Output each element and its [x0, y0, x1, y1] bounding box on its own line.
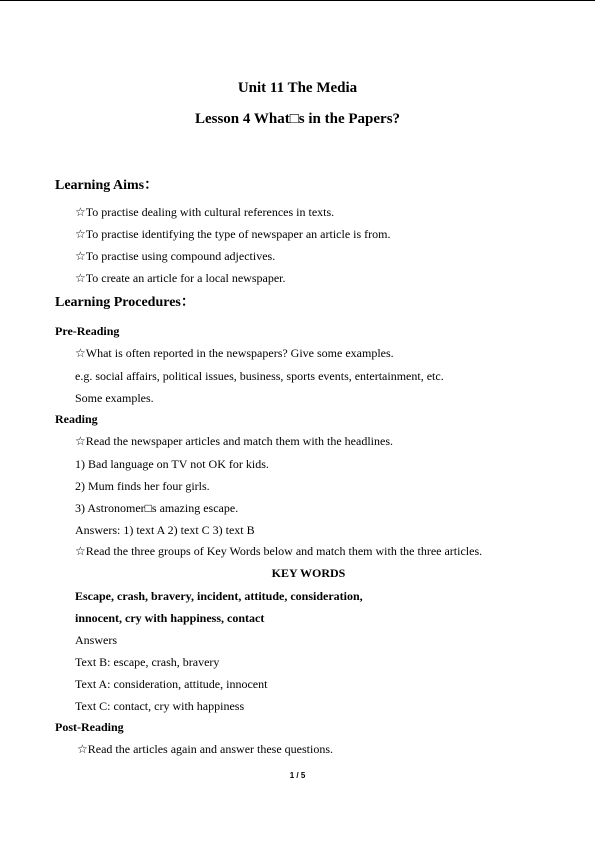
post-reading-line: ☆Read the articles again and answer these questions.: [77, 742, 334, 756]
answers-label: Answers: [75, 633, 117, 647]
learning-aim-item: ☆To practise dealing with cultural references in texts.: [75, 205, 335, 219]
reading-line: 3) Astronomer□s amazing escape.: [75, 501, 239, 515]
pre-reading-line: ☆What is often reported in the newspapers? Give some examples.: [75, 346, 394, 360]
key-words-heading: KEY WORDS: [271, 566, 346, 580]
answer-line: Text C: contact, cry with happiness: [75, 699, 245, 713]
learning-aim-item: ☆To create an article for a local newspaper.: [75, 271, 286, 285]
learning-aim-item: ☆To practise identifying the type of newspaper an article is from.: [75, 227, 391, 241]
reading-line: 2) Mum finds her four girls.: [75, 479, 210, 493]
lesson-title: Lesson 4 What□s in the Papers?: [194, 111, 401, 127]
pre-reading-heading: Pre-Reading: [55, 324, 120, 338]
unit-title: Unit 11 The Media: [237, 80, 358, 96]
reading-answers-line: Answers: 1) text A 2) text C 3) text B: [75, 523, 255, 537]
answer-line: Text B: escape, crash, bravery: [75, 655, 220, 669]
learning-aim-item: ☆To practise using compound adjectives.: [75, 249, 276, 263]
answer-line: Text A: consideration, attitude, innocent: [75, 677, 268, 691]
reading-line: ☆Read the newspaper articles and match them with the headlines.: [75, 434, 393, 448]
key-words-line: innocent, cry with happiness, contact: [75, 611, 265, 625]
reading-line: 1) Bad language on TV not OK for kids.: [75, 457, 269, 471]
key-words-line: Escape, crash, bravery, incident, attitude, consideration,: [75, 589, 363, 603]
page-number: 1 / 5: [289, 771, 306, 780]
reading-line: ☆Read the three groups of Key Words below and match them with the three articles.: [75, 544, 483, 558]
pre-reading-line: Some examples.: [75, 391, 154, 405]
pre-reading-line: e.g. social affairs, political issues, business, sports events, entertainment, etc.: [75, 369, 444, 383]
post-reading-heading: Post-Reading: [55, 720, 124, 734]
learning-aims-heading: Learning Aims：: [55, 178, 159, 193]
learning-procedures-heading: Learning Procedures：: [55, 295, 195, 310]
reading-heading: Reading: [55, 412, 98, 426]
